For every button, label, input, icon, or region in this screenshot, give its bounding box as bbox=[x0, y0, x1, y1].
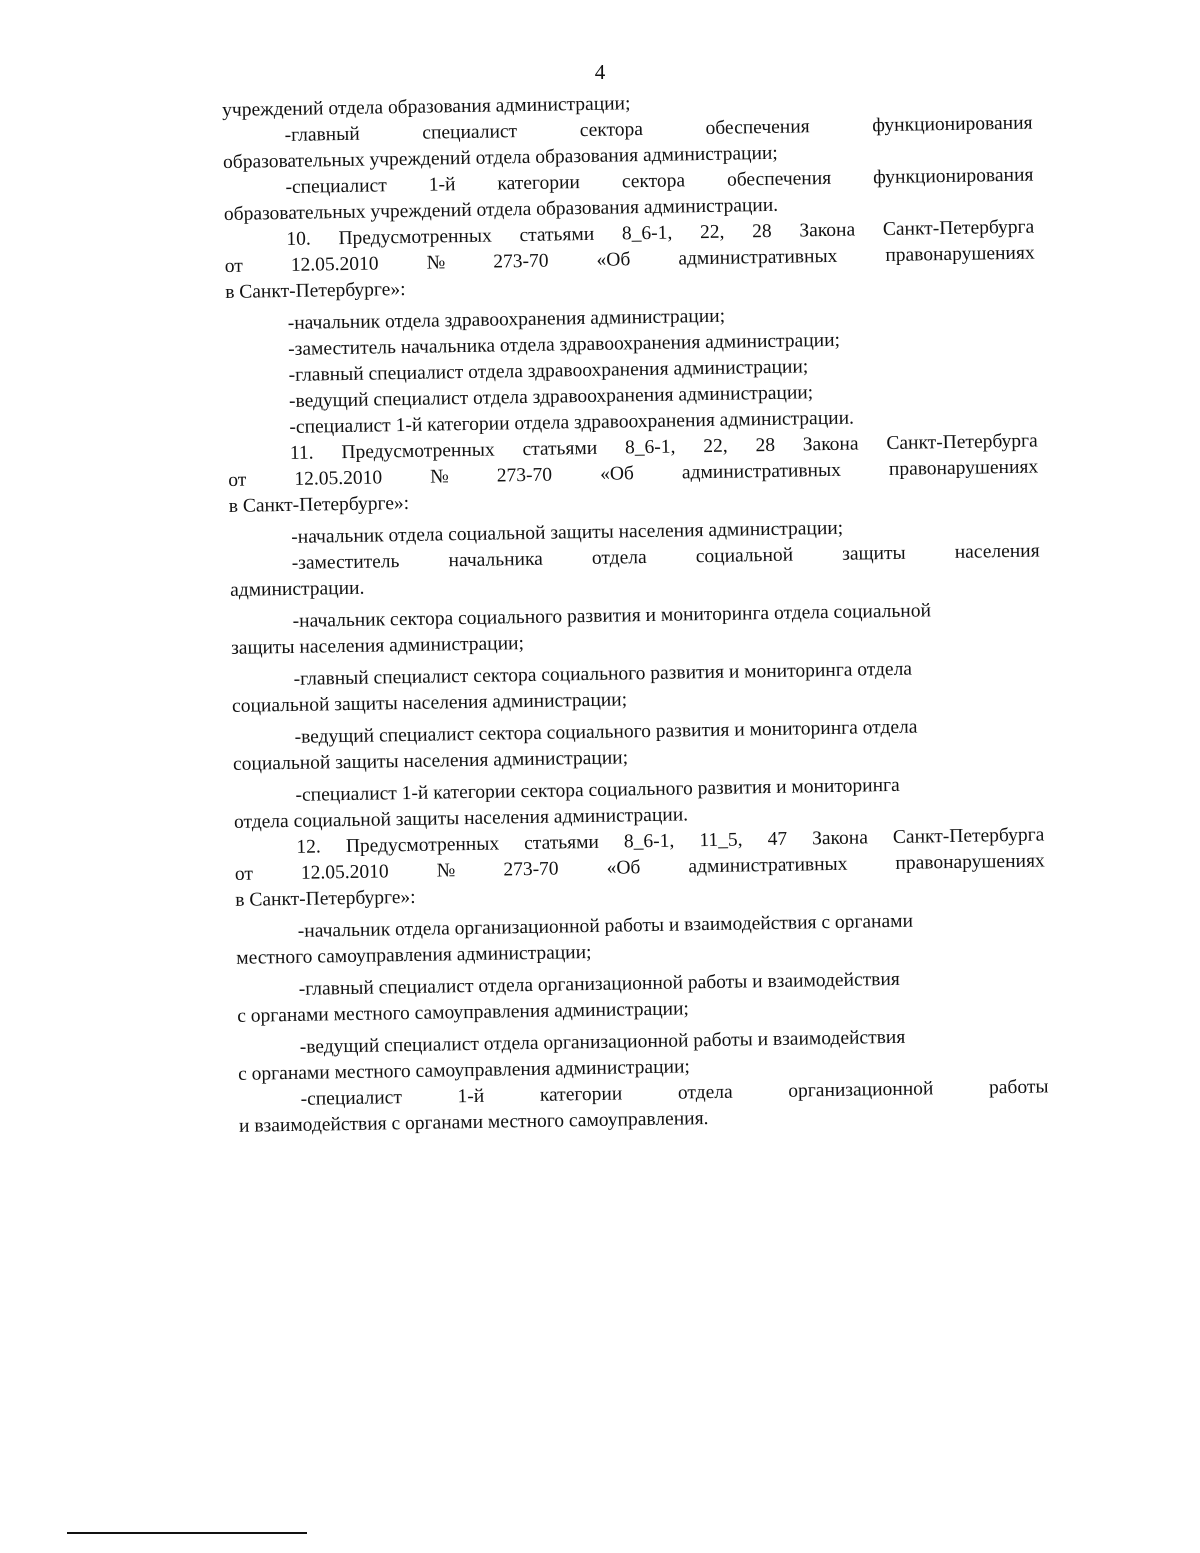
text-word: правонарушениях bbox=[885, 242, 1035, 267]
text-word: административных bbox=[678, 245, 838, 270]
text-word: статьями bbox=[524, 831, 600, 855]
text-word: обеспечения bbox=[705, 116, 810, 139]
text-word: 10. bbox=[286, 228, 311, 250]
text-line: -специалист 1-й категории отдела здравоохранения администрации. bbox=[289, 407, 855, 438]
footer-rule bbox=[67, 1532, 307, 1534]
text-word: 22, bbox=[699, 221, 725, 244]
text-word: 12.05.2010 bbox=[300, 861, 389, 884]
document-body bbox=[222, 85, 1049, 1140]
text-word: 12.05.2010 bbox=[294, 467, 383, 490]
text-word: Санкт-Петербурга bbox=[886, 430, 1038, 455]
text-word: сектора bbox=[579, 119, 644, 142]
text-word: Закона bbox=[811, 827, 869, 850]
text-word: защиты bbox=[842, 542, 906, 565]
text-line: -начальник сектора социального развития и мониторинга отдела социальной bbox=[292, 600, 932, 632]
text-word: 8_6-1, bbox=[623, 830, 675, 853]
text-word: отдела bbox=[677, 1081, 733, 1104]
text-line: -начальник отдела социальной защиты населения администрации; bbox=[291, 517, 844, 548]
text-word: № bbox=[429, 466, 449, 488]
text-word: -специалист bbox=[300, 1087, 403, 1110]
text-word: Закона bbox=[799, 219, 856, 242]
text-word: Предусмотренных bbox=[338, 225, 492, 250]
text-line: -специалист 1-й категории сектора социального развития и мониторинга bbox=[295, 774, 900, 806]
text-word: 22, bbox=[703, 435, 728, 458]
text-word: 273-70 bbox=[493, 250, 549, 273]
text-word: сектора bbox=[621, 170, 686, 193]
text-word: организационной bbox=[788, 1078, 934, 1102]
text-word: 28 bbox=[755, 434, 776, 457]
text-word: № bbox=[436, 860, 456, 882]
text-word: 11_5, bbox=[699, 829, 743, 852]
text-line: -главный специалист сектора социального развития и мониторинга отдела bbox=[293, 658, 913, 690]
text-word: «Об bbox=[599, 463, 635, 485]
text-word: -заместитель bbox=[291, 551, 400, 574]
text-word: 1-й bbox=[457, 1085, 485, 1108]
text-word: категории bbox=[539, 1083, 623, 1106]
text-word: № bbox=[426, 252, 446, 274]
text-word: функционирования bbox=[872, 164, 1034, 189]
text-line: учреждений отдела образования администрации; bbox=[222, 93, 631, 121]
text-word: 12. bbox=[296, 836, 321, 858]
text-word: правонарушениях bbox=[888, 456, 1039, 480]
text-word: функционирования bbox=[872, 112, 1033, 137]
text-word: правонарушениях bbox=[895, 850, 1045, 874]
text-word: отдела bbox=[591, 547, 647, 569]
text-word: административных bbox=[681, 459, 842, 484]
text-line: в Санкт-Петербурге»: bbox=[228, 492, 410, 517]
text-line: образовательных учреждений отдела образования администрации. bbox=[223, 194, 779, 225]
text-word: 1-й bbox=[428, 174, 456, 196]
text-word: статьями bbox=[519, 223, 595, 247]
text-word: -главный bbox=[284, 123, 360, 146]
text-line: и взаимодействия с органами местного самоуправления. bbox=[238, 1108, 709, 1137]
text-word: -специалист bbox=[285, 175, 387, 198]
text-word: Санкт-Петербурга bbox=[892, 824, 1045, 848]
text-word: категории bbox=[497, 172, 581, 195]
text-word: Предусмотренных bbox=[345, 833, 500, 858]
text-word: от bbox=[234, 863, 254, 885]
text-word: «Об bbox=[606, 857, 641, 879]
text-word: обеспечения bbox=[726, 167, 832, 191]
text-word: 8_6-1, bbox=[621, 222, 673, 245]
text-line: -ведущий специалист отдела здравоохранения администрации; bbox=[288, 382, 814, 412]
text-line: -ведущий специалист сектора социального развития и мониторинга отдела bbox=[294, 716, 918, 748]
text-line: социальной защиты населения администрации; bbox=[232, 747, 629, 775]
text-line: -заместитель начальника отдела здравоохранения администрации; bbox=[288, 329, 841, 360]
text-line: защиты населения администрации; bbox=[230, 633, 525, 659]
text-word: 273-70 bbox=[503, 858, 559, 881]
text-word: «Об bbox=[596, 249, 631, 271]
text-line: администрации. bbox=[229, 577, 365, 601]
text-line: в Санкт-Петербурге»: bbox=[235, 886, 416, 911]
text-line: -начальник отдела организационной работы и взаимодействия с органами bbox=[297, 910, 914, 942]
text-line: с органами местного самоуправления администрации; bbox=[237, 998, 690, 1027]
text-line: с органами местного самоуправления администрации; bbox=[238, 1056, 691, 1085]
text-word: Предусмотренных bbox=[341, 439, 495, 464]
text-word: 47 bbox=[767, 828, 788, 851]
text-line: -ведущий специалист отдела организационной работы и взаимодействия bbox=[299, 1026, 906, 1058]
text-line: -главный специалист отдела здравоохранения администрации; bbox=[288, 356, 809, 386]
text-word: 11. bbox=[289, 442, 314, 464]
text-word: 28 bbox=[752, 220, 772, 243]
text-word: 12.05.2010 bbox=[290, 253, 379, 276]
text-word: административных bbox=[688, 853, 848, 878]
text-word: статьями bbox=[522, 437, 598, 461]
text-word: работы bbox=[988, 1076, 1049, 1099]
text-line: -главный специалист отдела организационной работы и взаимодействия bbox=[298, 968, 900, 1000]
page-number: 4 bbox=[594, 60, 606, 84]
text-line: -начальник отдела здравоохранения администрации; bbox=[287, 305, 726, 334]
text-word: Закона bbox=[802, 433, 859, 456]
text-line: социальной защиты населения администрации; bbox=[231, 689, 628, 717]
text-word: населения bbox=[954, 540, 1040, 563]
text-word: от bbox=[228, 469, 247, 491]
text-line: местного самоуправления администрации; bbox=[236, 941, 592, 969]
text-word: Санкт-Петербурга bbox=[882, 216, 1035, 241]
text-word: социальной bbox=[695, 544, 794, 568]
text-word: 8_6-1, bbox=[624, 436, 676, 459]
text-line: образовательных учреждений отдела образования администрации; bbox=[222, 142, 778, 173]
text-word: специалист bbox=[422, 121, 518, 144]
text-word: начальника bbox=[448, 548, 544, 572]
text-line: в Санкт-Петербурге»: bbox=[225, 278, 406, 303]
text-word: 273-70 bbox=[496, 464, 553, 487]
text-line: отдела социальной защиты населения администрации. bbox=[233, 804, 689, 833]
text-word: от bbox=[224, 255, 243, 277]
